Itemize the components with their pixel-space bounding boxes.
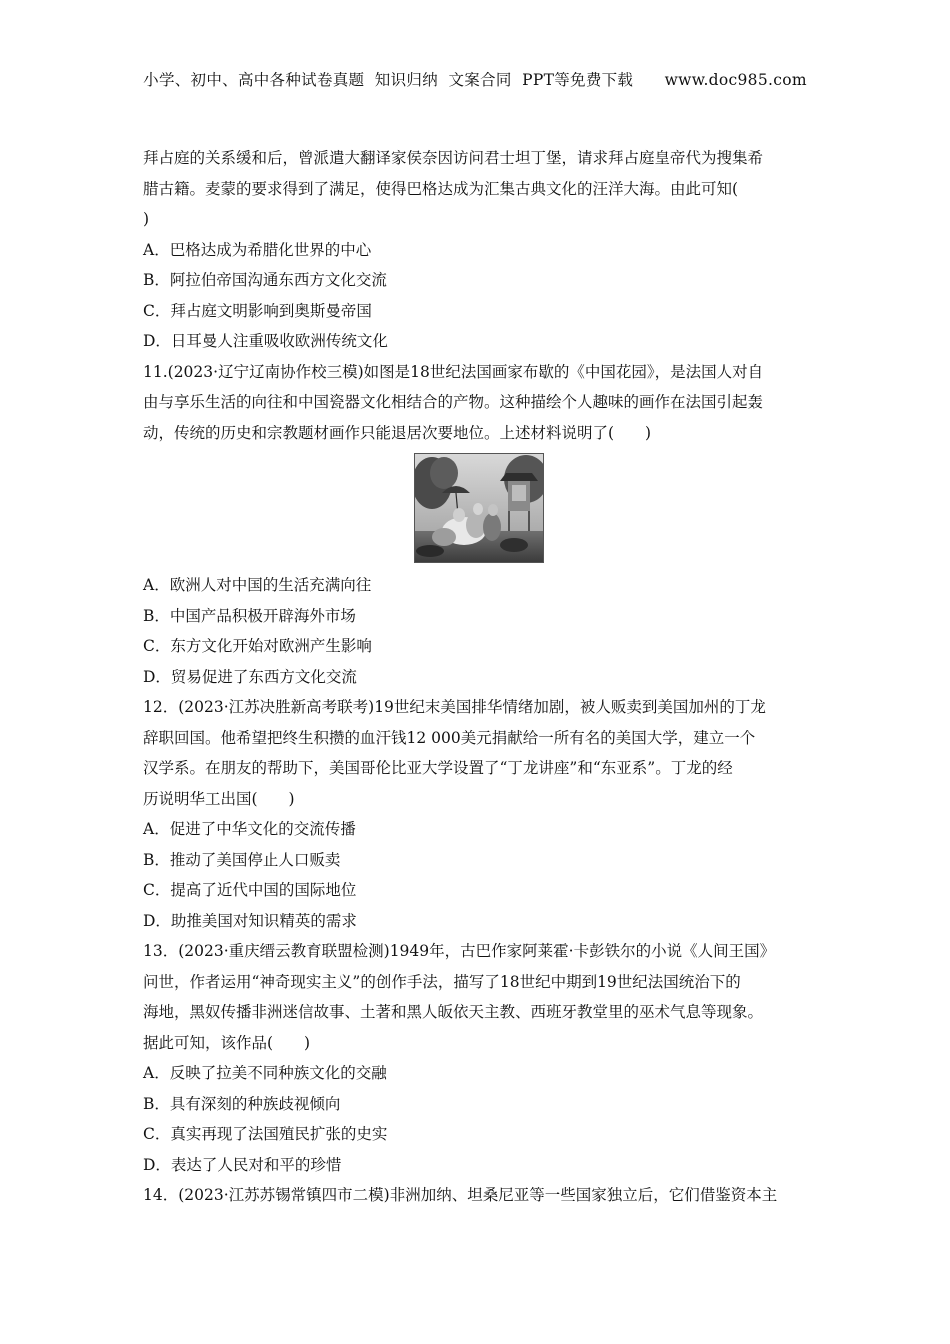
- q11-option-b: B．中国产品积极开辟海外市场: [143, 606, 356, 625]
- q11-option-a: A．欧洲人对中国的生活充满向往: [143, 576, 372, 594]
- q13-stem-line-2: 问世，作者运用“神奇现实主义”的创作手法，描写了18世纪中期到19世纪法国统治下的: [143, 972, 741, 991]
- q13-stem-line-3: 海地，黑奴传播非洲迷信故事、土著和黑人皈依天主教、西班牙教堂里的巫术气息等现象。: [143, 1003, 764, 1021]
- q13-option-d: D．表达了人民对和平的珍惜: [143, 1155, 342, 1174]
- q11-option-d: D．贸易促进了东西方文化交流: [143, 667, 357, 686]
- q10-stem-line-2: 腊古籍。麦蒙的要求得到了满足，使得巴格达成为汇集古典文化的汪洋大海。由此可知(: [143, 179, 739, 198]
- q12-stem-line-4: 历说明华工出国( ): [143, 789, 295, 808]
- question-14: [143, 1180, 815, 1211]
- q10-stem-line-1: 拜占庭的关系缓和后，曾派遣大翻译家侯奈因访问君士坦丁堡，请求拜占庭皇帝代为搜集希: [143, 149, 764, 167]
- question-10: [143, 143, 815, 357]
- q12-option-d: D．助推美国对知识精英的需求: [143, 911, 357, 930]
- q13-option-b: B．具有深刻的种族歧视倾向: [143, 1094, 341, 1113]
- q10-stem-line-3: ): [143, 210, 150, 228]
- q13-option-a: A．反映了拉美不同种族文化的交融: [143, 1064, 387, 1082]
- chinese-garden-painting-image: [414, 453, 544, 563]
- question-12: [143, 692, 815, 936]
- page-header: 小学、初中、高中各种试卷真题 知识归纳 文案合同 PPT等免费下载 www.doc985.com: [143, 71, 807, 89]
- question-content: [143, 143, 815, 1211]
- q13-stem-line-1: 13．(2023·重庆缙云教育联盟检测)1949年，古巴作家阿莱霍·卡彭铁尔的小说《人间王国》: [143, 942, 776, 960]
- q11-stem-line-2: 由与享乐生活的向往和中国瓷器文化相结合的产物。这种描绘个人趣味的画作在法国引起轰: [143, 393, 764, 411]
- q11-stem-line-1: 11.(2023·辽宁辽南协作校三模)如图是18世纪法国画家布歇的《中国花园》，是法国人对自: [143, 362, 764, 381]
- q10-option-c: C．拜占庭文明影响到奥斯曼帝国: [143, 301, 372, 320]
- q12-option-c: C．提高了近代中国的国际地位: [143, 881, 357, 899]
- q13-option-c: C．真实再现了法国殖民扩张的史实: [143, 1125, 388, 1143]
- question-13: [143, 936, 815, 1180]
- q11-stem-line-3: 动，传统的历史和宗教题材画作只能退居次要地位。上述材料说明了( ): [143, 423, 652, 442]
- q12-stem-line-2: 辞职回国。他希望把终生积攒的血汗钱12 000美元捐献给一所有名的美国大学，建立一个: [143, 728, 756, 747]
- q13-stem-line-4: 据此可知，该作品( ): [143, 1033, 311, 1052]
- q11-option-c: C．东方文化开始对欧洲产生影响: [143, 637, 372, 655]
- q14-stem-line-1: 14．(2023·江苏苏锡常镇四市二模)非洲加纳、坦桑尼亚等一些国家独立后，它们借鉴资本主: [143, 1186, 778, 1204]
- q10-option-b: B．阿拉伯帝国沟通东西方文化交流: [143, 271, 387, 289]
- q12-stem-line-1: 12．(2023·江苏决胜新高考联考)19世纪末美国排华情绪加剧，被人贩卖到美国加州的丁龙: [143, 698, 766, 716]
- q12-stem-line-3: 汉学系。在朋友的帮助下，美国哥伦比亚大学设置了“丁龙讲座”和“东亚系”。丁龙的经: [143, 759, 733, 777]
- q12-option-b: B．推动了美国停止人口贩卖: [143, 850, 341, 869]
- question-11: [143, 357, 815, 693]
- q10-option-d: D．日耳曼人注重吸收欧洲传统文化: [143, 332, 388, 350]
- q10-option-a: A．巴格达成为希腊化世界的中心: [143, 240, 372, 259]
- chinese-garden-painting-figure: [143, 453, 815, 563]
- q12-option-a: A．促进了中华文化的交流传播: [143, 820, 356, 838]
